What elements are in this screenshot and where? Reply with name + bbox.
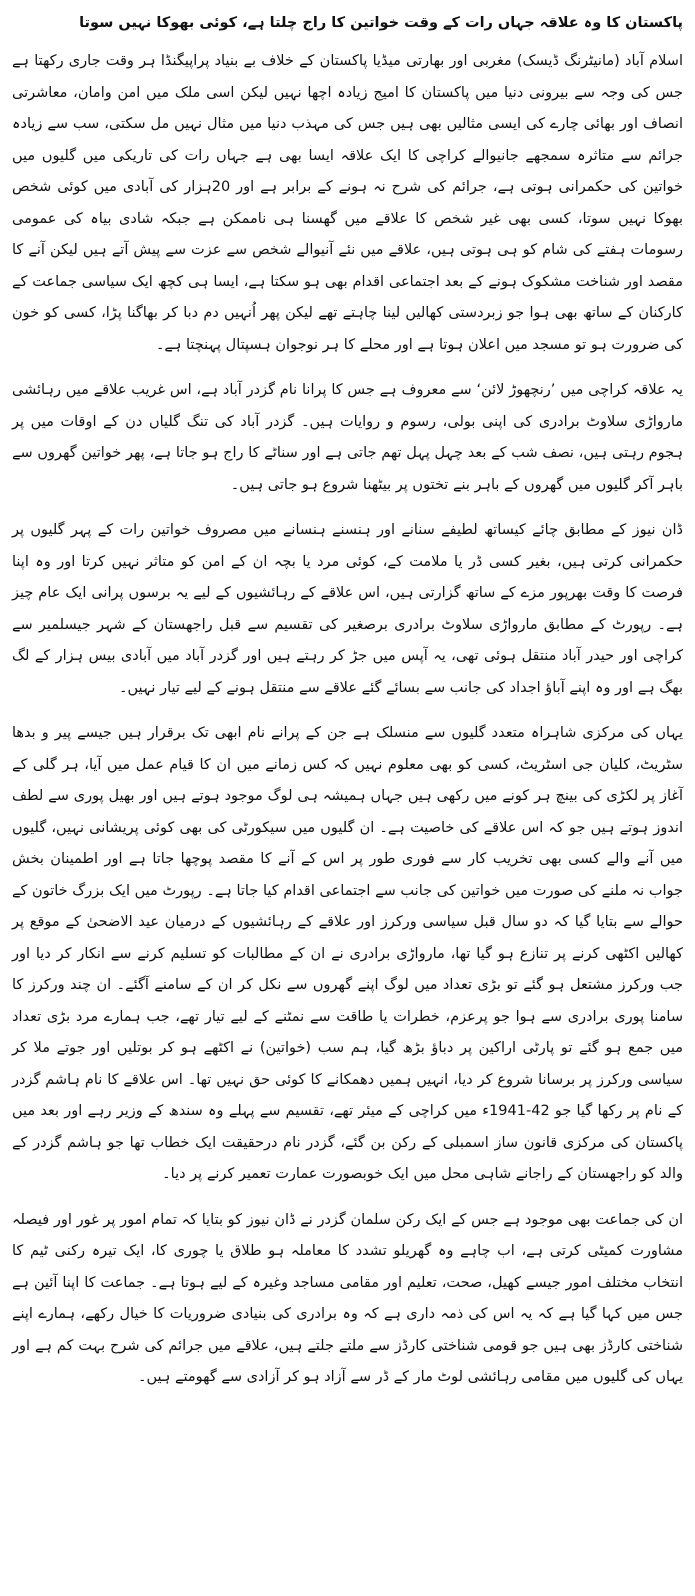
article-paragraph-3: ڈان نیوز کے مطابق چائے کیساتھ لطیفے سنانے اور ہنسنے ہنسانے میں مصروف خواتین رات کے پہر گلیوں پر حکمرانی کرتی ہیں، بغیر کسی ڈر یا ملامت کے، کوئی مرد یا بچہ ان کے امن کو متاثر نہیں کرتا اور وہ اپنا فرصت کا وقت بھرپور مزے کے ساتھ گزارتی ہیں، اس علاقے کے رہائشیوں کے لیے یہ برسوں پرانی ایک عام چیز ہے۔ رپورٹ کے مطابق مارواڑی سلاوٹ برادری برصغیر کی تقسیم سے قبل راجھستان کے شہر جیسلمیر سے کراچی اور حیدر آباد منتقل ہوئی تھی، یہ آپس میں جڑ کر رہتے ہیں اور گزدر آباد میں آبادی بیس ہزار کے لگ بھگ ہے اور وہ اپنے آباؤ اجداد کی جانب سے بسائے گئے علاقے سے منتقل ہونے کے لیے تیار نہیں۔: [12, 522, 683, 696]
article-paragraph-2: یہ علاقہ کراچی میں ’رنچھوڑ لائن‘ سے معروف ہے جس کا پرانا نام گزدر آباد ہے، اس غریب علاقے میں رہائشی مارواڑی سلاوٹ برادری کی اپنی بولی، رسوم و روایات ہیں۔ گزدر آباد کی تنگ گلیاں دن کے اوقات میں پر ہجوم رہتی ہیں، نصف شب کے بعد چہل پہل تھم جاتی ہے اور سناٹے کا راج ہو جاتا ہے، پھر خواتین گھروں سے باہر آکر گلیوں میں گھروں کے باہر بنے تختوں پر بیٹھنا شروع ہو جاتی ہیں۔: [12, 382, 683, 493]
article-paragraph-1: اسلام آباد (مانیٹرنگ ڈیسک) مغربی اور بھارتی میڈیا پاکستان کے خلاف بے بنیاد پراپیگنڈا ہر وقت جاری رکھتا ہے جس کی وجہ سے بیرونی دنیا میں پاکستان کا امیج زیادہ اچھا نہیں لیکن اسی ملک میں امن وامان، معاشرتی انصاف اور بھائی چارے کی ایسی مثالیں بھی ہیں جس کی مہذب دنیا میں مثال نہیں مل سکتی، سب سے زیادہ جرائم سے متاثرہ سمجھے جانیوالے کراچی کا ایک علاقہ ایسا بھی ہے جہاں رات کی تاریکی میں گلیوں میں خواتین کی حکمرانی ہوتی ہے، جرائم کی شرح نہ ہونے کے برابر ہے اور 20ہزار کی آبادی میں کوئی شخص بھوکا نہیں سوتا، کسی بھی غیر شخص کا علاقے میں گھسنا ہی ناممکن ہے جبکہ شادی بیاہ کی عمومی رسومات ہفتے کی شام کو ہی ہوتی ہیں، علاقے میں نئے آنیوالے شخص سے عزت سے پیش آتے ہیں لیکن آنے کا مقصد اور شناخت مشکوک ہونے کے بعد اجتماعی اقدام بھی ہو سکتا ہے، ایسا ہی کچھ ایک سیاسی جماعت کے کارکنان کے ساتھ بھی ہوا جو زبردستی کھالیں لینا چاہتے تھے لیکن پھر اُنہیں دم دبا کر بھاگنا پڑا، کسی کو خون کی ضرورت ہو تو مسجد میں اعلان ہوتا ہے اور محلے کا ہر نوجوان ہسپتال پہنچتا ہے۔: [12, 53, 683, 353]
article-paragraph-5: ان کی جماعت بھی موجود ہے جس کے ایک رکن سلمان گزدر نے ڈان نیوز کو بتایا کہ تمام امور پر غور اور فیصلہ مشاورت کمیٹی کرتی ہے، اب چاہے وہ گھریلو تشدد کا معاملہ ہو طلاق یا چوری کا، ایک تیرہ رکنی ٹیم کا انتخاب مختلف امور جیسے کھیل، صحت، تعلیم اور مقامی مساجد وغیرہ کے لیے ہوتا ہے۔ جماعت کا اپنا آئین ہے جس میں کہا گیا ہے کہ یہ اس کی ذمہ داری ہے کہ وہ برادری کی بنیادی ضروریات کا خیال رکھے، ہمارے اپنے شناختی کارڈز بھی ہیں جو قومی شناختی کارڈز سے ملتے جلتے ہیں، علاقے میں جرائم کی شرح بہت کم ہے اور یہاں کی گلیوں میں مقامی رہائشی لوٹ مار کے ڈر سے آزاد ہو کر آزادی سے گھومتے ہیں۔: [12, 1211, 683, 1385]
article-headline: پاکستان کا وہ علاقہ جہاں رات کے وقت خواتین کا راج چلتا ہے، کوئی بھوکا نہیں سوتا: [79, 15, 683, 31]
article-paragraph-4: یہاں کی مرکزی شاہراہ متعدد گلیوں سے منسلک ہے جن کے پرانے نام ابھی تک برقرار ہیں جیسے پیر و بدھا سٹریٹ، کلیان جی اسٹریٹ، کسی کو بھی معلوم نہیں کہ کس زمانے میں ان کا قیام عمل میں آیا، ہر گلی کے آغاز پر لکڑی کی بینچ ہر کونے میں رکھی ہیں جہاں ہمیشہ ہی لوگ موجود ہوتے ہیں اور بھیل پوری سے لطف اندوز ہوتے ہیں جو کہ اس علاقے کی خاصیت ہے۔ ان گلیوں میں سیکورٹی کی بھی کوئی پریشانی نہیں، گلیوں میں آنے والے کسی بھی تخریب کار سے فوری طور پر اس کے آنے کا مقصد پوچھا جاتا ہے اور اطمینان بخش جواب نہ ملنے کی صورت میں خواتین کی جانب سے اجتماعی اقدام کیا جاتا ہے۔ رپورٹ میں ایک بزرگ خاتون کے حوالے سے بتایا گیا کہ دو سال قبل سیاسی ورکرز اور علاقے کے رہائشیوں کے درمیان عید الاضحیٰ کے موقع پر کھالیں اکٹھی کرنے پر تنازع ہو گیا تھا، مارواڑی برادری نے ان کے مطالبات کو تسلیم کرنے سے انکار کر دیا اور جب ورکرز مشتعل ہو گئے تو بڑی تعداد میں لوگ اپنے گھروں سے نکل کر ان کے سامنے آگئے۔ ان چند ورکرز کا سامنا پوری برادری سے ہوا جو پرعزم، خطرات یا طاقت سے نمٹنے کے لیے تیار تھے، جب ہمارے مرد بڑی تعداد میں جمع ہو گئے تو پارٹی اراکین پر دباؤ بڑھ گیا، ہم سب (خواتین) نے اکٹھے ہو کر بوتلیں اور جوتے ملا کر سیاسی ورکرز پر برسانا شروع کر دیا، انہیں ہمیں دھمکانے کا کوئی حق نہیں تھا۔ اس علاقے کا نام ہاشم گزدر کے نام پر رکھا گیا جو 42-1941ء میں کراچی کے میئر تھے، تقسیم سے پہلے وہ سندھ کے وزیر رہے اور بعد میں پاکستان کی مرکزی قانون ساز اسمبلی کے رکن بن گئے، گزدر نام درحقیقت ایک خطاب تھا جو ہاشم گزدر کے والد کو راجھستان کے راجانے شاہی محل میں ایک خوبصورت عمارت تعمیر کرنے پر دیا۔: [12, 725, 684, 1182]
